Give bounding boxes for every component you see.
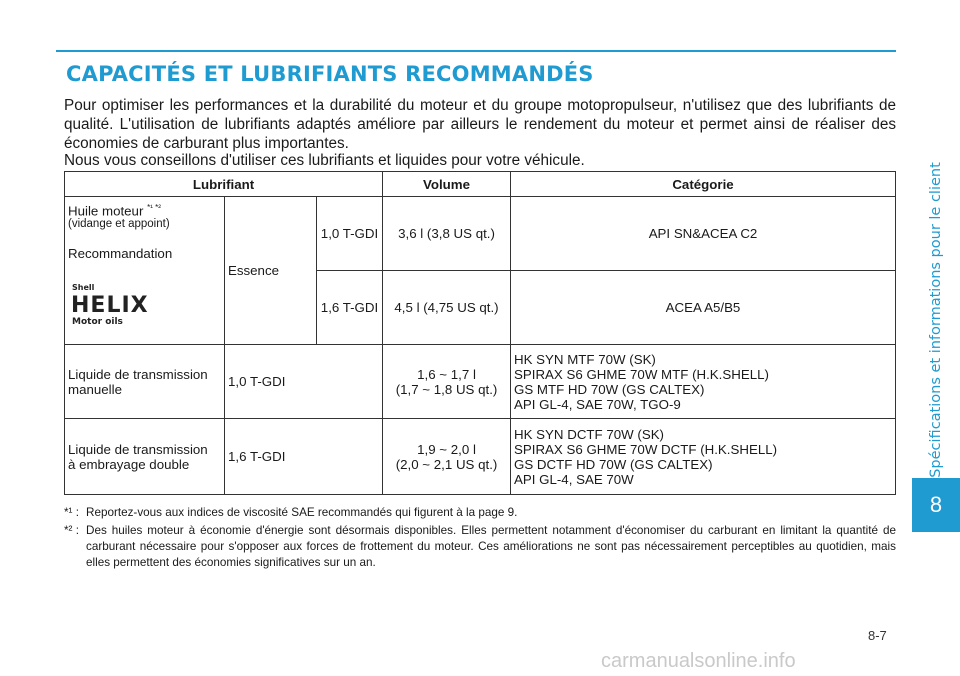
footnote-mark: *¹ : <box>64 506 79 519</box>
engine-oil-sublabel: (vidange et appoint) <box>68 218 170 231</box>
footnotes <box>64 505 896 573</box>
volume-line: (2,0 ~ 2,1 US qt.) <box>395 456 498 472</box>
logo-brand: Shell <box>72 283 95 293</box>
volume-cell <box>383 419 511 495</box>
category-line: API GL-4, SAE 70W, TGO-9 <box>514 396 681 412</box>
category-line: HK SYN DCTF 70W (SK) <box>514 426 664 442</box>
table-row <box>65 197 896 271</box>
volume-cell: 4,5 l (4,75 US qt.) <box>383 271 511 345</box>
category-line: SPIRAX S6 GHME 70W DCTF (H.K.SHELL) <box>514 441 778 457</box>
lubricant-table <box>64 171 896 495</box>
footnote-text: Reportez-vous aux indices de viscosité SAE recommandés qui figurent à la page 9. <box>86 506 518 519</box>
table-row <box>65 419 896 495</box>
footnote <box>64 523 896 571</box>
engine-oil-label: Huile moteur <box>68 203 144 219</box>
engine-cell: 1,6 T-GDI <box>225 419 383 495</box>
category-cell <box>511 345 896 419</box>
category-line: SPIRAX S6 GHME 70W MTF (H.K.SHELL) <box>514 366 769 382</box>
section-title: CAPACITÉS ET LUBRIFIANTS RECOMMANDÉS <box>66 62 594 86</box>
engine-cell: 1,0 T-GDI <box>225 345 383 419</box>
category-cell: API SN&ACEA C2 <box>511 197 896 271</box>
header-rule <box>56 50 896 52</box>
category-line: API GL-4, SAE 70W <box>514 471 634 487</box>
table-header-row <box>65 172 896 197</box>
recommendation-label: Recommandation <box>68 246 173 262</box>
engine-oil-cell <box>65 197 225 345</box>
shell-helix-logo <box>68 279 168 327</box>
label-line: à embrayage double <box>68 456 190 472</box>
intro-paragraph-2: Nous vous conseillons d'utiliser ces lubrifiants et liquides pour votre véhicule. <box>64 152 585 169</box>
volume-line: 1,9 ~ 2,0 l <box>417 441 476 457</box>
category-line: HK SYN MTF 70W (SK) <box>514 351 656 367</box>
intro-paragraph: Pour optimiser les performances et la durabilité du moteur et du groupe motopropulseur, n'utilisez que des lubrifiants de qualité. L'utilisation de lubrifiants adaptés améliore par ailleurs le rendement du moteur et permet ainsi de réaliser des économies de carburant plus importantes. <box>64 97 896 152</box>
category-line: GS MTF HD 70W (GS CALTEX) <box>514 381 705 397</box>
engine-cell: 1,0 T-GDI <box>317 197 383 271</box>
label-line: manuelle <box>68 381 122 397</box>
category-line: GS DCTF HD 70W (GS CALTEX) <box>514 456 713 472</box>
label-line: Liquide de transmission <box>68 441 208 457</box>
header-category: Catégorie <box>511 172 896 197</box>
header-lubricant: Lubrifiant <box>65 172 383 197</box>
volume-line: (1,7 ~ 1,8 US qt.) <box>395 381 498 397</box>
chapter-title: Spécifications et informations pour le client <box>928 162 944 478</box>
category-cell <box>511 419 896 495</box>
fuel-type-cell: Essence <box>225 197 317 345</box>
label-line: Liquide de transmission <box>68 366 208 382</box>
dct-label <box>65 419 225 495</box>
watermark: carmanualsonline.info <box>601 650 796 672</box>
engine-cell: 1,6 T-GDI <box>317 271 383 345</box>
volume-cell <box>383 345 511 419</box>
manual-transmission-label <box>65 345 225 419</box>
footnote-marks: *¹ *² <box>147 203 161 212</box>
footnote-mark: *² : <box>64 524 79 537</box>
footnote-text: Des huiles moteur à économie d'énergie sont désormais disponibles. Elles permettent notamment d'économiser du carburant en limitant la quantité de carburant nécessaire pour s'opposer aux forces de frottement du moteur. Ces améliorations ne sont pas nécessairement perceptibles au quotidien, mais elles permettent des économies significatives sur un an. <box>86 524 896 569</box>
header-volume: Volume <box>383 172 511 197</box>
table-row <box>65 345 896 419</box>
volume-cell: 3,6 l (3,8 US qt.) <box>383 197 511 271</box>
category-cell: ACEA A5/B5 <box>511 271 896 345</box>
page-number: 8-7 <box>868 628 887 643</box>
logo-product: HELIX <box>71 293 149 319</box>
chapter-tab[interactable]: 8 <box>912 478 960 532</box>
volume-line: 1,6 ~ 1,7 l <box>417 366 476 382</box>
logo-tagline: Motor oils <box>72 317 123 328</box>
footnote <box>64 505 896 521</box>
